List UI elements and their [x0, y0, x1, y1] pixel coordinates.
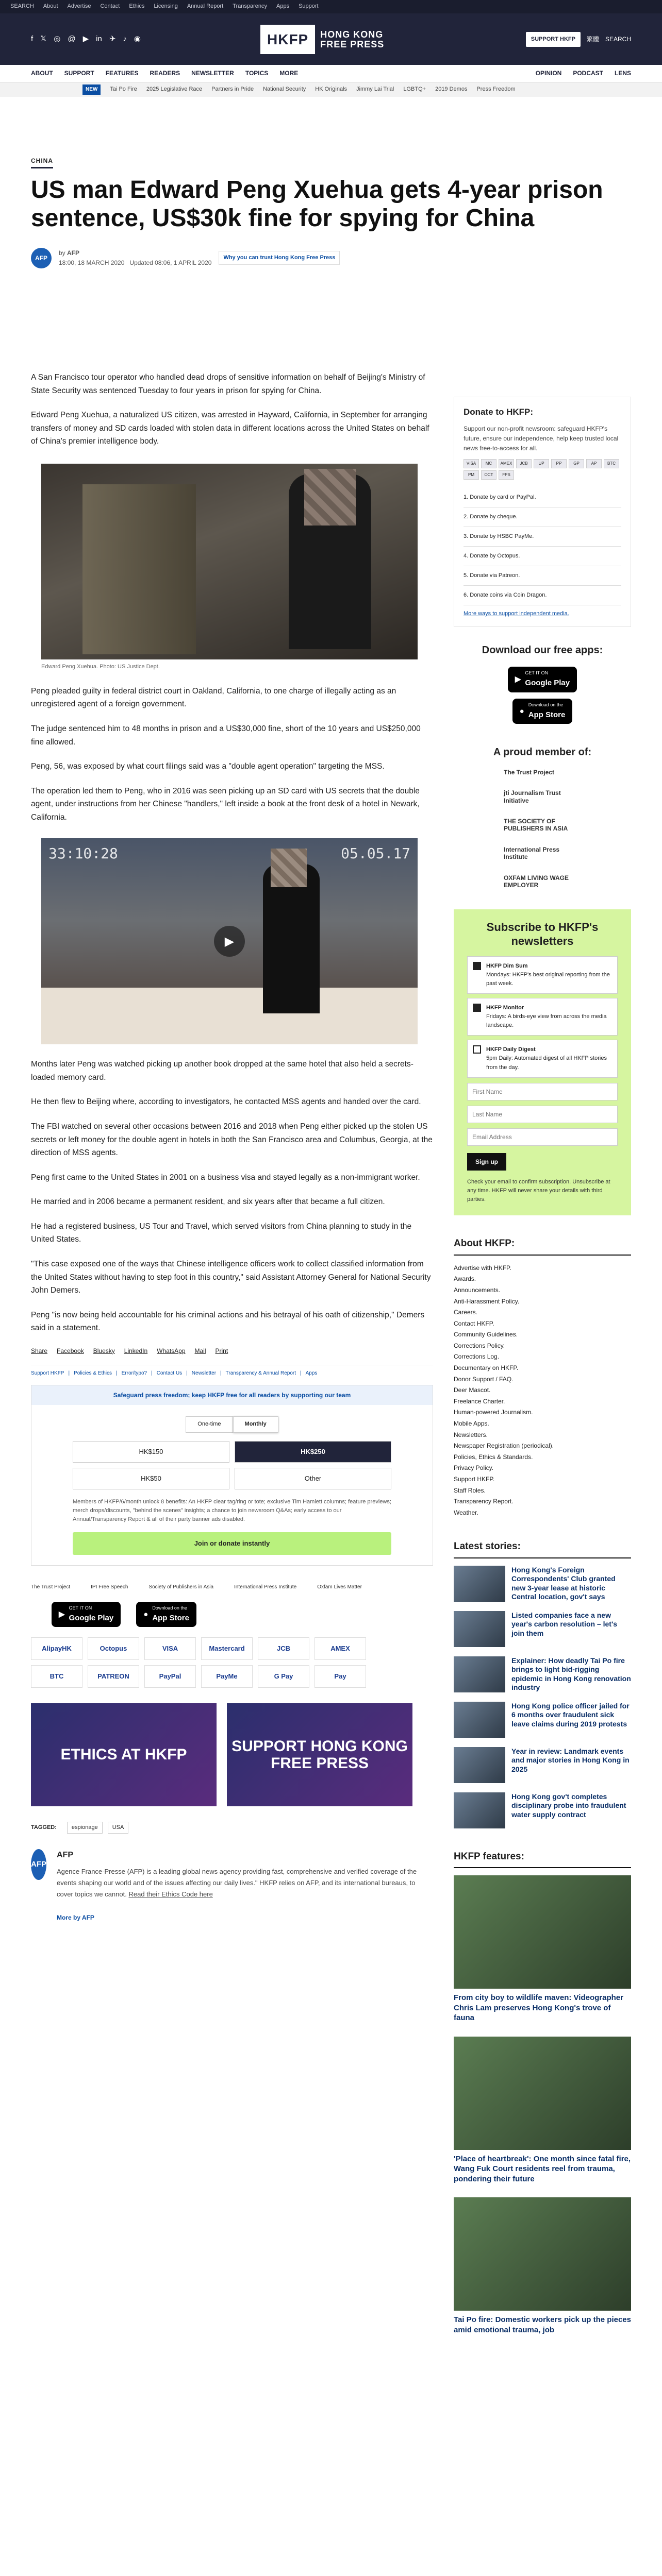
about-link[interactable]: Freelance Charter. [454, 1397, 505, 1405]
contact-link[interactable]: Contact [100, 3, 120, 10]
about-link[interactable]: Careers. [454, 1309, 478, 1316]
payment-logo[interactable]: AMEX [315, 1637, 366, 1660]
video-timestamp: 33:10:28 [48, 845, 118, 862]
about-link[interactable]: Mobile Apps. [454, 1420, 489, 1428]
payment-logo[interactable]: BTC [31, 1665, 82, 1688]
site-logo[interactable] [260, 25, 384, 54]
sidebar-apps [454, 667, 631, 723]
card-logo: AMEX [499, 459, 514, 468]
features-title: HKFP features: [454, 1849, 631, 1868]
main-nav [0, 65, 662, 82]
feature-item[interactable] [454, 2197, 631, 2335]
feature-title[interactable]: 'Place of heartbreak': One month since fatal fire, Wang Fuk Court residents reel from trauma, pondering their future [454, 2154, 631, 2183]
about-link[interactable]: Advertise with HKFP. [454, 1264, 511, 1272]
feature-title[interactable]: Tai Po fire: Domestic workers pick up the pieces amid emotional trauma, job [454, 2315, 631, 2334]
support-link[interactable]: Support [299, 3, 319, 10]
byline [31, 248, 631, 268]
trending-link[interactable]: 2025 Legislative Race [146, 86, 203, 93]
nav-readers[interactable]: READERS [150, 70, 180, 77]
latest-title: Latest stories: [454, 1539, 631, 1558]
google-play-badge[interactable]: ▶ GET IT ON Google Play [508, 667, 577, 692]
story-title[interactable]: Hong Kong gov't completes disciplinary probe into fraudulent water supply contract [511, 1792, 626, 1819]
about-link[interactable]: Newsletters. [454, 1431, 488, 1438]
story-thumbnail[interactable] [454, 1702, 505, 1738]
amount-other[interactable]: Other [235, 1468, 391, 1489]
last-name-field[interactable] [467, 1106, 618, 1123]
payment-logo[interactable]: AlipayHK [31, 1637, 82, 1660]
about-link[interactable]: Support HKFP. [454, 1476, 495, 1483]
trending-bar [0, 82, 662, 97]
about-link[interactable]: Awards. [454, 1275, 476, 1283]
card-logo: VISA [464, 459, 479, 468]
ethics-link[interactable]: Ethics [129, 3, 145, 10]
story-item[interactable] [454, 1656, 631, 1692]
member-logo: IPI Free Speech [91, 1584, 128, 1590]
member-logo: International Press Institute [234, 1584, 297, 1590]
more-by-link[interactable]: More by AFP [57, 1913, 94, 1921]
feature-item[interactable] [454, 2037, 631, 2184]
paragraph: "This case exposed one of the ways that Chinese intelligence officers work to collect classified information from the United States without having to step foot in this country," said Assistant Attorney General for National Security John Demers. [31, 1259, 431, 1295]
photo-caption: Edward Peng Xuehua. Photo: US Justice Dept. [41, 663, 160, 670]
paragraph: He had a registered business, US Tour and Travel, which served visitors from China planning to study in the United States. [31, 1222, 412, 1244]
donate-widget [31, 1385, 433, 1566]
article-photo [41, 464, 418, 659]
checkbox-checked[interactable] [473, 962, 481, 970]
monthly-tab[interactable]: Monthly [233, 1416, 278, 1432]
story-thumbnail[interactable] [454, 1656, 505, 1692]
about-link[interactable]: Privacy Policy. [454, 1464, 494, 1472]
new-badge: NEW [82, 84, 101, 95]
x-icon[interactable]: 𝕏 [40, 35, 47, 44]
apple-icon: ● [143, 1609, 148, 1619]
search-link[interactable]: SEARCH [10, 3, 34, 10]
about-link[interactable]: Transparency Report. [454, 1498, 514, 1505]
about-link[interactable]: Policies, Ethics & Standards. [454, 1453, 533, 1461]
payment-logo[interactable]: JCB [258, 1637, 309, 1660]
header-search-button[interactable]: SEARCH [605, 36, 631, 43]
paragraph: Months later Peng was watched picking up another book dropped at the same hotel that also held a secrets-loaded memory card. [31, 1060, 413, 1082]
article-body [31, 371, 433, 1923]
transparency-link[interactable]: Transparency [233, 3, 267, 10]
member-logo: The Trust Project [31, 1584, 71, 1590]
google-play-icon: ▶ [59, 1609, 65, 1619]
story-item[interactable] [454, 1611, 631, 1647]
trending-link[interactable]: 2019 Demos [435, 86, 468, 93]
more-ways-link[interactable]: More ways to support independent media. [464, 611, 569, 617]
telegram-icon[interactable]: ✈ [109, 35, 116, 44]
paragraph: Peng pleaded guilty in federal district court in Oakland, California, to one charge of illegally acting as an unregistered agent of a foreign government. [31, 686, 396, 709]
donate-option[interactable]: 3. Donate by HSBC PayMe. [464, 527, 621, 547]
story-item[interactable] [454, 1792, 631, 1828]
social-icons [31, 33, 141, 45]
about-link[interactable]: Corrections Policy. [454, 1342, 505, 1349]
top-bar [0, 0, 662, 13]
article-figure [41, 464, 418, 671]
card-logo: JCB [516, 459, 532, 468]
youtube-icon[interactable]: ▶ [82, 35, 89, 44]
paragraph: He then flew to Beijing where, according to investigators, he contacted MSS agents and handed over the card. [31, 1097, 421, 1107]
share-bar [31, 1346, 433, 1356]
about-link[interactable]: Weather. [454, 1509, 478, 1516]
donate-banner: Safeguard press freedom; keep HKFP free for all readers by supporting our team [31, 1385, 433, 1405]
about-link[interactable]: Donor Support / FAQ. [454, 1375, 514, 1383]
share-linkedin[interactable]: LinkedIn [124, 1347, 148, 1354]
google-play-icon: ▶ [515, 675, 521, 684]
author-bio: Agence France-Presse (AFP) is a leading global news agency providing fast, comprehensive and verified coverage of the events shaping our world and of the issues affecting our daily lives." HKFP relies on AFP, and its international bureaus, to cover topics we cannot. [57, 1867, 417, 1898]
logo-mark: HKFP [260, 25, 315, 54]
trust-link[interactable]: Why you can trust Hong Kong Free Press [219, 251, 340, 265]
trending-link[interactable]: Partners in Pride [211, 86, 254, 93]
promo-banners [31, 1703, 433, 1806]
payment-logo[interactable]: Octopus [88, 1637, 139, 1660]
nav-topics[interactable]: TOPICS [245, 70, 269, 77]
paragraph: The operation led them to Peng, who in 2016 was seen picking up an SD card with US secrets that the double agent, under instructions from her Chinese "handlers," left inside a book at the front desk of a hotel in Newark, California. [31, 786, 420, 822]
about-link[interactable]: Deer Mascot. [454, 1386, 491, 1394]
tag[interactable]: espionage [67, 1822, 103, 1834]
tags [31, 1822, 433, 1834]
footer-link[interactable]: Transparency & Annual Report [225, 1370, 296, 1377]
donate-option[interactable]: 6. Donate coins via Coin Dragon. [464, 586, 621, 605]
apps-title: Download our free apps: [482, 645, 603, 656]
story-item[interactable] [454, 1747, 631, 1783]
trending-link[interactable]: LGBTQ+ [403, 86, 426, 93]
story-title[interactable]: Year in review: Landmark events and major stories in Hong Kong in 2025 [511, 1747, 630, 1773]
newsletter-option[interactable]: HKFP Daily Digest 5pm Daily: Automated digest of all HKFP stories from the day. [467, 1040, 618, 1077]
nav-more[interactable]: MORE [279, 70, 299, 77]
footer-link[interactable]: Support HKFP [31, 1370, 64, 1377]
share-print[interactable]: Print [215, 1347, 228, 1354]
latest-stories [454, 1539, 631, 1828]
payment-logo[interactable]: Pay [315, 1665, 366, 1688]
story-thumbnail[interactable] [454, 1747, 505, 1783]
signup-button[interactable]: Sign up [467, 1153, 506, 1171]
embedded-video[interactable] [41, 838, 418, 1044]
card-logo: MC [481, 459, 496, 468]
member-logo: Society of Publishers in Asia [148, 1584, 214, 1590]
nav-newsletter[interactable]: NEWSLETTER [191, 70, 234, 77]
story-title[interactable]: Listed companies face a new year's carbon resolution – let's join them [511, 1611, 618, 1637]
tiktok-icon[interactable]: ♪ [123, 35, 127, 44]
updated-date: Updated 08:06, 1 APRIL 2020 [129, 259, 212, 266]
article-category[interactable]: CHINA [31, 156, 53, 168]
nav-features[interactable]: FEATURES [105, 70, 139, 77]
newsletter-box [454, 909, 631, 1215]
donate-option[interactable]: 5. Donate via Patreon. [464, 566, 621, 586]
card-logo: UP [534, 459, 549, 468]
donate-options [464, 488, 621, 605]
tag[interactable]: USA [108, 1822, 129, 1834]
partner-logo[interactable]: OXFAM LIVING WAGE EMPLOYER [504, 874, 569, 889]
partner-logo[interactable]: jti Journalism Trust Initiative [504, 789, 561, 804]
about-link[interactable]: Announcements. [454, 1286, 501, 1294]
footer-link[interactable]: Contact Us [156, 1370, 183, 1377]
licensing-link[interactable]: Licensing [154, 3, 178, 10]
about-link[interactable]: Anti-Harassment Policy. [454, 1297, 520, 1305]
story-thumbnail[interactable] [454, 1792, 505, 1828]
about-link[interactable]: Human-powered Journalism. [454, 1409, 533, 1416]
nav-lens[interactable]: LENS [614, 70, 631, 77]
nav-opinion[interactable]: OPINION [535, 70, 562, 77]
payment-logo[interactable]: Mastercard [201, 1637, 253, 1660]
nav-support[interactable]: SUPPORT [64, 70, 94, 77]
footer-link[interactable]: Newsletter [191, 1370, 217, 1377]
paragraph: A San Francisco tour operator who handled dead drops of sensitive information on behalf of Beijing's Ministry of State Security was sentenced Tuesday to four years in prison for spying for China. [31, 373, 425, 395]
newsletter-option[interactable]: HKFP Dim Sum Mondays: HKFP's best original reporting from the past week. [467, 956, 618, 994]
about-link[interactable]: Community Guidelines. [454, 1331, 518, 1338]
paragraph: Edward Peng Xuehua, a naturalized US citizen, was arrested in Hayward, California, in September for arranging transfers of money and SD cards loaded with stolen data in different locations across the United States on behalf of China's premier intelligence body. [31, 411, 429, 446]
blurred-face [271, 849, 307, 887]
about-link[interactable]: Staff Roles. [454, 1486, 486, 1494]
publish-date: 18:00, 18 MARCH 2020 [59, 259, 125, 266]
share-label[interactable]: Share [31, 1347, 48, 1354]
feature-thumbnail[interactable] [454, 2197, 631, 2311]
tags-label: TAGGED: [31, 1824, 57, 1831]
play-icon[interactable]: ▶ [214, 926, 245, 957]
header-actions [526, 32, 631, 47]
feature-thumbnail[interactable] [454, 2037, 631, 2150]
donate-lead[interactable]: Support our non-profit newsroom: safeguard HKFP's future, ensure our independence, help keep trusted local news free-to-access for all. [464, 425, 619, 452]
one-time-tab[interactable]: One-time [186, 1416, 233, 1432]
byline-text: by AFP 18:00, 18 MARCH 2020 Updated 08:06, 1 APRIL 2020 [59, 249, 212, 266]
payment-logo[interactable]: PATREON [88, 1665, 139, 1688]
donate-option[interactable]: 2. Donate by cheque. [464, 507, 621, 527]
article-title: US man Edward Peng Xuehua gets 4-year prison sentence, US$30k fine for spying for China [31, 176, 603, 232]
share-facebook[interactable]: Facebook [57, 1347, 84, 1354]
card-logo: BTC [604, 459, 619, 468]
payment-methods [31, 1637, 433, 1688]
newsletter-note: Check your email to confirm subscription. Unsubscribe at any time. HKFP will never share your details with third parties. [467, 1179, 610, 1203]
nav-about[interactable]: ABOUT [31, 70, 53, 77]
card-logo: FPS [499, 470, 514, 480]
about-link[interactable]: Newspaper Registration (periodical). [454, 1442, 554, 1450]
payment-logo[interactable]: PayMe [201, 1665, 253, 1688]
facebook-icon[interactable]: f [31, 35, 34, 44]
app-store-row [52, 1602, 433, 1627]
amount-option[interactable]: HK$150 [73, 1441, 229, 1463]
donate-option[interactable]: 1. Donate by card or PayPal. [464, 488, 621, 507]
payment-logo[interactable]: VISA [144, 1637, 196, 1660]
amount-option[interactable]: HK$50 [73, 1468, 229, 1489]
footer-links: Support HKFP | Policies & Ethics | Error/typo? | Contact Us | Newsletter | Transparency & Annual Report | Apps [31, 1365, 433, 1378]
donate-box [454, 397, 631, 627]
article-header [31, 155, 631, 299]
first-name-field[interactable] [467, 1083, 618, 1100]
author-avatar[interactable]: AFP [31, 248, 52, 268]
paragraph: Peng first came to the United States in 2001 on a business visa and stayed legally as a non-immigrant worker. [31, 1173, 420, 1182]
app-store-badge[interactable]: ● Download on the App Store [136, 1602, 196, 1627]
trending-link[interactable]: Press Freedom [476, 86, 516, 93]
story-thumbnail[interactable] [454, 1611, 505, 1647]
blurred-face [304, 469, 356, 526]
paragraph: Peng "is now being held accountable for his criminal actions and his betrayal of his oath of citizenship," Demers said in a statement. [31, 1310, 425, 1333]
paragraph: The judge sentenced him to 48 months in prison and a US$30,000 fine, short of the 10 years and US$250,000 fine allowed. [31, 724, 421, 747]
app-store-badge[interactable]: ● Download on the App Store [512, 699, 573, 724]
card-logo: PP [551, 459, 567, 468]
author-box-name[interactable]: AFP [57, 1850, 73, 1859]
member-logo: Oxfam Lives Matter [317, 1584, 362, 1590]
story-item[interactable] [454, 1566, 631, 1602]
linkedin-icon[interactable]: in [96, 35, 102, 44]
logo-text: HONG KONG FREE PRESS [320, 29, 385, 49]
checkbox-unchecked[interactable] [473, 1045, 481, 1054]
paragraph: The FBI watched on several other occasions between 2016 and 2018 when Peng either picked up the stolen US secrets or left money for the double agent in hotels in both the San Francisco area and Columbus, Georgia, at the direction of MSS agents. [31, 1122, 433, 1158]
card-logo: GP [569, 459, 584, 468]
feature-thumbnail[interactable] [454, 1875, 631, 1989]
annual-report-link[interactable]: Annual Report [187, 3, 224, 10]
checkbox-checked[interactable] [473, 1004, 481, 1012]
trending-link[interactable]: National Security [263, 86, 306, 93]
payment-logo[interactable]: G Pay [258, 1665, 309, 1688]
story-title[interactable]: Explainer: How deadly Tai Po fire brings to light bid-rigging epidemic in Hong Kong renovation industry [511, 1656, 631, 1692]
card-logo: OCT [481, 470, 496, 480]
partner-logo[interactable]: The Trust Project [504, 768, 555, 776]
newsletter-title: Subscribe to HKFP's newsletters [486, 921, 599, 947]
author-box [31, 1849, 433, 1923]
partner-logo[interactable]: THE SOCIETY OF PUBLISHERS IN ASIA [504, 818, 568, 833]
about-link[interactable]: Documentary on HKFP. [454, 1364, 519, 1372]
share-mail[interactable]: Mail [194, 1347, 206, 1354]
footer-link[interactable]: Apps [305, 1370, 318, 1377]
card-logo: PM [464, 470, 479, 480]
sidebar [454, 397, 631, 2348]
threads-icon[interactable]: @ [68, 35, 76, 44]
footer-link[interactable]: Policies & Ethics [74, 1370, 112, 1377]
story-title[interactable]: Hong Kong's Foreign Correspondents' Club granted new 3-year lease at historic Central location, gov't says [511, 1565, 616, 1601]
instagram-icon[interactable]: ◎ [54, 35, 61, 44]
author-box-avatar[interactable]: AFP [31, 1849, 46, 1880]
about-link[interactable]: Corrections Log. [454, 1353, 500, 1361]
about-list [454, 1263, 631, 1519]
about-title: About HKFP: [454, 1236, 631, 1255]
donate-button[interactable]: Join or donate instantly [73, 1532, 391, 1555]
donate-option[interactable]: 4. Donate by Octopus. [464, 547, 621, 566]
member-logos [31, 1583, 433, 1591]
card-logo: AP [586, 459, 602, 468]
feature-item[interactable] [454, 1875, 631, 2023]
support-banner[interactable]: SUPPORT HONG KONG FREE PRESS [227, 1703, 412, 1806]
trending-link[interactable]: Tai Po Fire [110, 86, 137, 93]
partner-logos [454, 769, 631, 889]
amount-option-selected[interactable]: HK$250 [235, 1441, 391, 1463]
story-title[interactable]: Hong Kong police officer jailed for 6 months over fraudulent sick leave claims during 2019 protests [511, 1701, 630, 1728]
site-header [0, 13, 662, 65]
nav-podcast[interactable]: PODCAST [573, 70, 603, 77]
about-link[interactable]: About [43, 3, 58, 10]
story-item[interactable] [454, 1702, 631, 1738]
google-play-badge[interactable]: ▶ GET IT ON Google Play [52, 1602, 121, 1627]
amount-options [31, 1441, 433, 1489]
donate-note: Members of HKFP/6/month unlock 8 benefits: An HKFP clear tag/ring or tote; exclusive Tim Hamlett columns; feature previews; merch drops/discounts, "behind the scenes" insights; a chance to join newsroom Q&As; early access to our Annual/Transparency Report & all of their party banner ads disabled. [73, 1498, 391, 1522]
donate-title: Donate to HKFP: [464, 407, 534, 417]
support-hkfp-button[interactable]: SUPPORT HKFP [526, 32, 581, 47]
paragraph: He married and in 2006 became a permanent resident, and six years after that became a full citizen. [31, 1197, 385, 1207]
apps-link[interactable]: Apps [276, 3, 290, 10]
trending-link[interactable]: Jimmy Lai Trial [356, 86, 394, 93]
partner-logo[interactable]: International Press Institute [504, 845, 560, 861]
partners-title: A proud member of: [493, 746, 592, 758]
advertise-link[interactable]: Advertise [67, 3, 91, 10]
rss-icon[interactable]: ◉ [134, 35, 141, 44]
features-section [454, 1849, 631, 2335]
apple-icon: ● [519, 706, 524, 716]
about-section [454, 1236, 631, 1518]
share-bluesky[interactable]: Bluesky [93, 1347, 115, 1354]
video-timestamp: 05.05.17 [341, 845, 410, 862]
payment-logo[interactable]: PayPal [144, 1665, 196, 1688]
language-switch[interactable]: 繁體 [586, 36, 599, 43]
footer-link[interactable]: Error/typo? [121, 1370, 147, 1377]
ethics-code-link[interactable]: Read their Ethics Code here [128, 1890, 213, 1898]
ethics-banner[interactable]: ETHICS AT HKFP [31, 1703, 217, 1806]
about-link[interactable]: Contact HKFP. [454, 1319, 494, 1327]
email-field[interactable] [467, 1128, 618, 1146]
paragraph: Peng, 56, was exposed by what court filings said was a "double agent operation" targeting the MSS. [31, 762, 385, 771]
newsletter-option[interactable]: HKFP Monitor Fridays: A birds-eye view from across the media landscape. [467, 998, 618, 1036]
feature-title[interactable]: From city boy to wildlife maven: Videographer Chris Lam preserves Hong Kong's trove of fauna [454, 1993, 623, 2023]
trending-link[interactable]: HK Originals [315, 86, 347, 93]
author-name[interactable]: AFP [67, 249, 80, 257]
frequency-toggle [31, 1416, 433, 1432]
story-thumbnail[interactable] [454, 1566, 505, 1602]
share-whatsapp[interactable]: WhatsApp [157, 1347, 186, 1354]
card-logos [464, 459, 621, 480]
